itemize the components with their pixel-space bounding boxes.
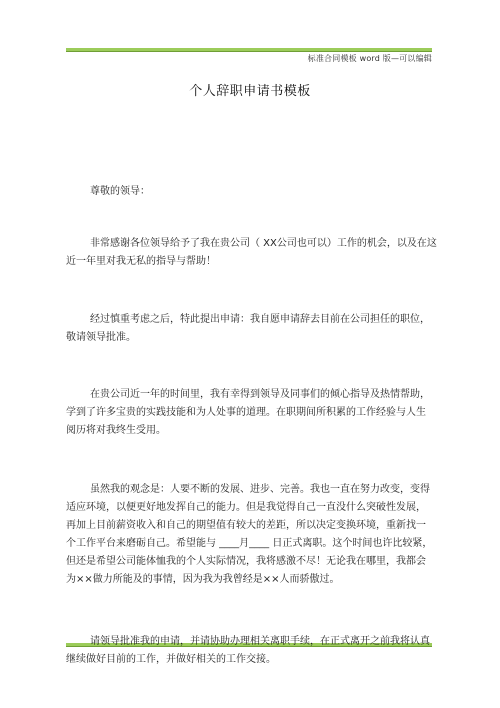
paragraph-line: 敬请领导批准。 bbox=[66, 332, 136, 343]
paragraph-line: 适应环境，以便更好地发挥自己的能力。但是我觉得自己一直没什么突破性发展， bbox=[66, 502, 426, 513]
document-title: 个人辞职申请书模板 bbox=[189, 84, 311, 99]
paragraph-line: 虽然我的观念是：人要不断的发展、进步、完善。我也一直在努力改变，变得 bbox=[90, 484, 430, 495]
paragraph-line: 阅历将对我终生受用。 bbox=[66, 425, 166, 436]
paragraph-closing bbox=[66, 633, 432, 669]
paragraph-line: 但还是希望公司能体恤我的个人实际情况，我将感激不尽！无论我在哪里，我都会 bbox=[66, 556, 426, 567]
header-note: 标准合同模板 word 版—可以编辑 bbox=[307, 54, 432, 63]
paragraph-line: 为××做力所能及的事情，因为我为我曾经是××人而骄傲过。 bbox=[66, 574, 340, 585]
paragraph-request bbox=[66, 311, 432, 347]
header-divider bbox=[66, 48, 432, 52]
salutation: 尊敬的领导： bbox=[90, 186, 150, 197]
paragraph-experience bbox=[66, 386, 432, 440]
paragraph-line: 近一年里对我无私的指导与帮助！ bbox=[66, 256, 216, 267]
paragraph-line: 继续做好目前的工作，并做好相关的工作交接。 bbox=[66, 654, 276, 665]
paragraph-line: 经过慎重考虑之后，特此提出申请：我自愿申请辞去目前在公司担任的职位， bbox=[90, 314, 430, 325]
paragraph-line: 个工作平台来磨砺自己。希望能与 ____月____ 日正式离职。这个时间也许比较紧， bbox=[66, 538, 433, 549]
paragraph-line: 非常感谢各位领导给予了我在贵公司（ XX公司也可以）工作的机会，以及在这 bbox=[90, 238, 437, 249]
paragraph-line: 请领导批准我的申请，并请协助办理相关离职手续，在正式离开之前我将认真 bbox=[90, 636, 430, 647]
paragraph-reason bbox=[66, 481, 432, 589]
paragraph-line: 再加上目前薪资收入和自己的期望值有较大的差距，所以决定变换环境，重新找一 bbox=[66, 520, 426, 531]
paragraph-line: 学到了许多宝贵的实践技能和为人处事的道理。在职期间所积累的工作经验与人生 bbox=[66, 407, 426, 418]
paragraph-thanks bbox=[66, 235, 437, 271]
paragraph-line: 在贵公司近一年的时间里，我有幸得到领导及同事们的倾心指导及热情帮助， bbox=[90, 389, 430, 400]
